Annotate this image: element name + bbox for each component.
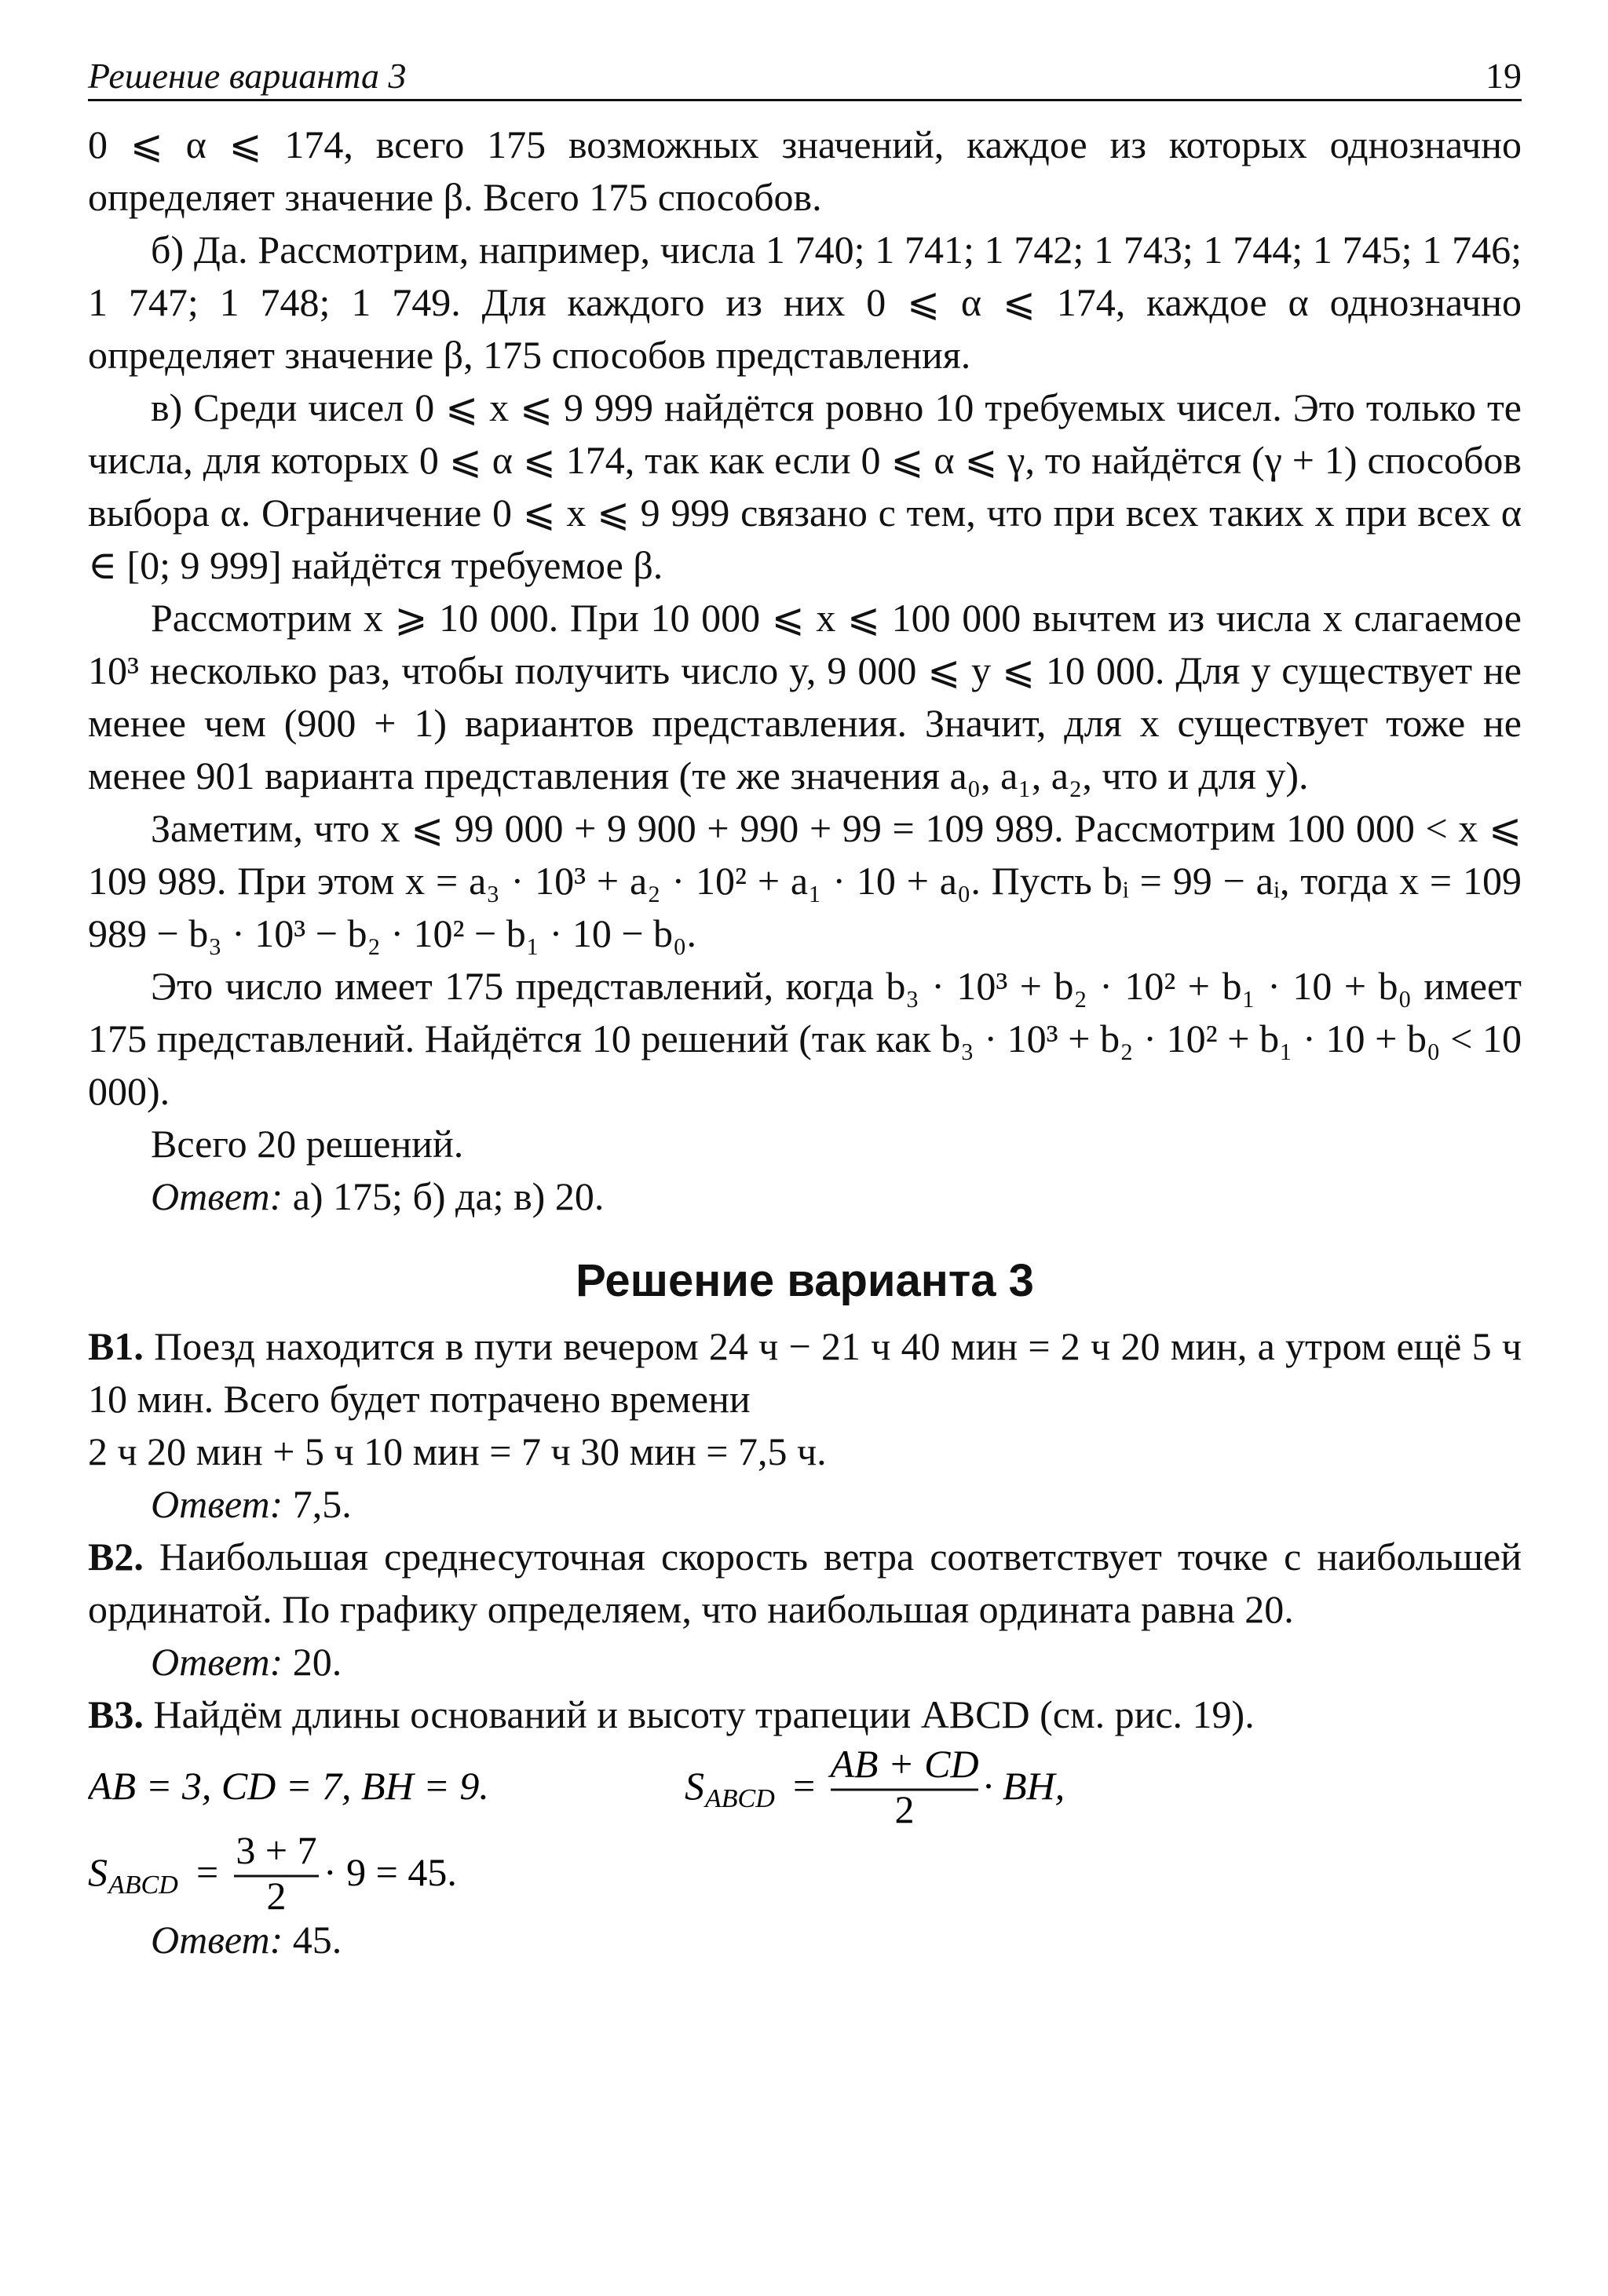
calc-numerator: 3 + 7 — [236, 1828, 317, 1872]
formula-given: AB = 3, CD = 7, BH = 9. — [88, 1764, 489, 1808]
calc-denominator: 2 — [266, 1874, 287, 1914]
answer-value: 45. — [292, 1918, 342, 1962]
answer-line — [88, 1478, 1522, 1531]
running-title: Решение варианта 3 — [88, 56, 407, 96]
problem-text: Поезд находится в пути вечером 24 ч − 21 ч 40 мин = 2 ч 20 мин, а утром ещё 5 ч 10 мин. Всего будет потрачено времени — [88, 1324, 1522, 1421]
running-header — [88, 47, 1522, 101]
formula-denominator: 2 — [894, 1787, 915, 1827]
body-text — [88, 119, 1522, 1966]
page-number: 19 — [1486, 56, 1522, 96]
formula-subscript: ABCD — [705, 1784, 775, 1813]
formula-numerator: AB + CD — [830, 1742, 979, 1786]
calc-subscript: ABCD — [108, 1871, 178, 1900]
paragraph: Всего 20 решений. — [151, 1122, 464, 1166]
problem-b1 — [88, 1320, 1522, 1425]
paragraph: Рассмотрим x ⩾ 10 000. При 10 000 ⩽ x ⩽ 100 000 вычтем из числа x слагаемое 10³ несколько раз, чтобы получить число y, 9 000 ⩽ y ⩽ 10 000. Для y существует не менее чем (900 + 1) вариантов представления. Значит, для x существует тоже не менее 901 варианта представления (те же значения a₀, a₁, a₂, что и для y). — [88, 596, 1522, 798]
problem-b2 — [88, 1531, 1522, 1636]
answer-label: Ответ: — [151, 1482, 283, 1526]
paragraph: б) Да. Рассмотрим, например, числа 1 740; 1 741; 1 742; 1 743; 1 744; 1 745; 1 746; 1 747; 1 748; 1 749. Для каждого из них 0 ⩽ α ⩽ 174, каждое α однозначно определяет значение β, 175 способов представления. — [88, 228, 1522, 377]
problem-label: B2. — [88, 1535, 144, 1579]
calc-tail: · 9 = 45. — [323, 1850, 457, 1894]
calc-lhs: S — [88, 1850, 108, 1894]
answer-line — [88, 1170, 1522, 1223]
problem-text: Наибольшая среднесуточная скорость ветра соответствует точке с наибольшей ординатой. По графику определяем, что наибольшая ордината равна 20. — [88, 1535, 1522, 1631]
area-calculation — [88, 1827, 1522, 1914]
formula-tail: · BH, — [983, 1764, 1065, 1808]
calculation-line: 2 ч 20 мин + 5 ч 10 мин = 7 ч 30 мин = 7,5 ч. — [88, 1429, 827, 1473]
calc-equals: = — [196, 1850, 219, 1894]
problem-label: B3. — [88, 1692, 144, 1736]
paragraph: Заметим, что x ⩽ 99 000 + 9 900 + 990 + 99 = 109 989. Рассмотрим 100 000 < x ⩽ 109 989. При этом x = a₃ · 10³ + a₂ · 10² + a₁ · 10 + a₀. Пусть bᵢ = 99 − aᵢ, тогда x = 109 989 − b₃ · 10³ − b₂ · 10² − b₁ · 10 − b₀. — [88, 806, 1522, 955]
answer-line — [88, 1914, 1522, 1966]
answer-label: Ответ: — [151, 1640, 283, 1684]
section-title: Решение варианта 3 — [576, 1255, 1034, 1306]
area-formula — [88, 1741, 1522, 1827]
paragraph: в) Среди чисел 0 ⩽ x ⩽ 9 999 найдётся ровно 10 требуемых чисел. Это только те числа, для которых 0 ⩽ α ⩽ 174, так как если 0 ⩽ α ⩽ γ, то найдётся (γ + 1) способов выбора α. Ограничение 0 ⩽ x ⩽ 9 999 связано с тем, что при всех таких x при всех α ∈ [0; 9 999] найдётся требуемое β. — [88, 385, 1522, 587]
answer-value: 20. — [292, 1640, 342, 1684]
formula-lhs: S — [685, 1764, 704, 1808]
answer-label: Ответ: — [151, 1918, 283, 1962]
document-page — [88, 47, 1522, 2261]
answer-value: 7,5. — [292, 1482, 352, 1526]
answer-value: а) 175; б) да; в) 20. — [292, 1174, 605, 1218]
paragraph: Это число имеет 175 представлений, когда b₃ · 10³ + b₂ · 10² + b₁ · 10 + b₀ имеет 175 представлений. Найдётся 10 решений (так как b₃ · 10³ + b₂ · 10² + b₁ · 10 + b₀ < 10 000). — [88, 964, 1522, 1113]
formula-equals: = — [793, 1764, 816, 1808]
answer-label: Ответ: — [151, 1174, 283, 1218]
answer-line — [88, 1636, 1522, 1688]
problem-b3 — [88, 1688, 1522, 1741]
problem-label: B1. — [88, 1324, 144, 1368]
problem-text: Найдём длины оснований и высоту трапеции ABCD (см. рис. 19). — [153, 1692, 1255, 1736]
paragraph: 0 ⩽ α ⩽ 174, всего 175 возможных значений, каждое из которых однозначно определяет значение β. Всего 175 способов. — [88, 122, 1522, 219]
